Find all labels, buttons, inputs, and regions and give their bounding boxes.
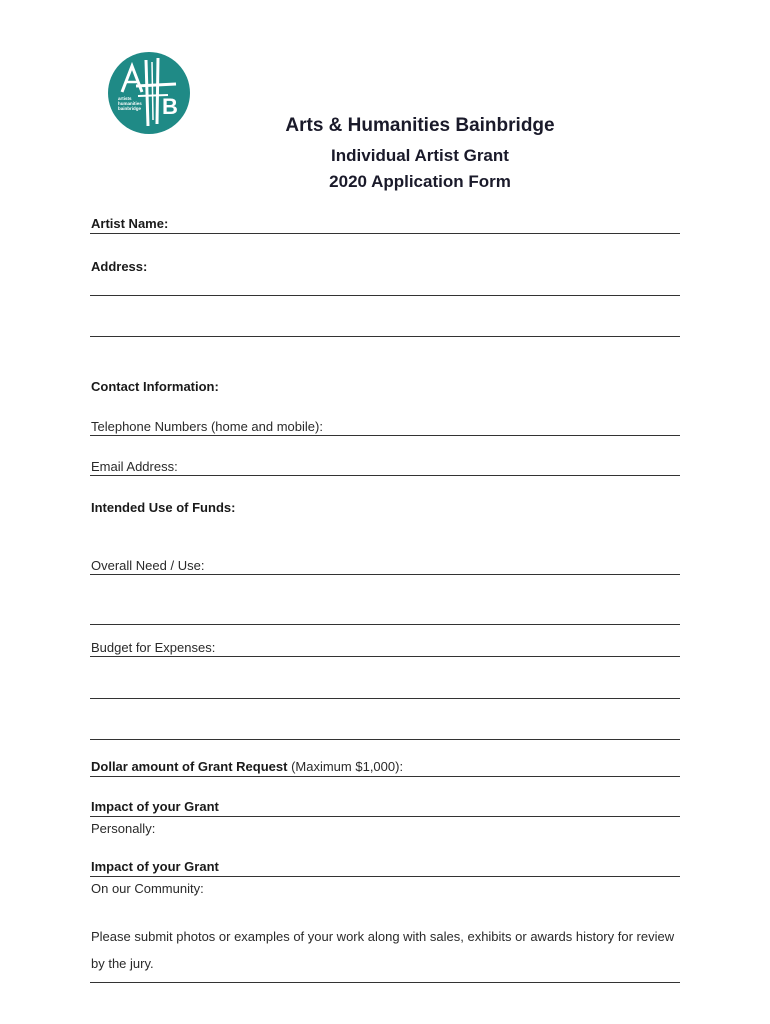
grant-name: Individual Artist Grant (331, 146, 509, 165)
overall-need-label: Overall Need / Use: (91, 558, 205, 573)
grant-request-label-bold: Dollar amount of Grant Request (91, 759, 288, 774)
artist-name-label: Artist Name: (91, 216, 169, 231)
telephone-label: Telephone Numbers (home and mobile): (91, 419, 323, 434)
address-label: Address: (91, 259, 148, 274)
budget-label: Budget for Expenses: (91, 640, 216, 655)
artist-name-field[interactable] (90, 233, 680, 234)
budget-field-line-2[interactable] (90, 698, 680, 699)
form-name: 2020 Application Form (329, 172, 511, 191)
budget-field-line-3[interactable] (90, 739, 680, 740)
personally-label: Personally: (91, 821, 156, 836)
grant-request-label (91, 759, 403, 774)
impact-personal-field[interactable] (90, 816, 680, 817)
submission-field[interactable] (90, 982, 680, 983)
logo-text: artists humanities bainbridge (118, 96, 142, 111)
organization-name: Arts & Humanities Bainbridge (285, 115, 555, 136)
contact-information-heading: Contact Information: (91, 379, 219, 394)
svg-text:B: B (162, 94, 178, 119)
overall-need-field-line-1[interactable] (90, 574, 680, 575)
budget-field-line-1[interactable] (90, 656, 680, 657)
overall-need-field-line-2[interactable] (90, 624, 680, 625)
grant-request-label-max: (Maximum $1,000): (287, 759, 404, 774)
telephone-field[interactable] (90, 435, 680, 436)
intended-use-heading: Intended Use of Funds: (91, 500, 236, 515)
submission-instructions: Please submit photos or examples of your work along with sales, exhibits or awards history for review by the jury. (91, 929, 675, 971)
impact-heading-personal: Impact of your Grant (91, 799, 219, 814)
email-field[interactable] (90, 475, 680, 476)
impact-community-field[interactable] (90, 876, 680, 877)
community-label: On our Community: (91, 881, 204, 896)
address-field-line-1[interactable] (90, 295, 680, 296)
impact-heading-community: Impact of your Grant (91, 859, 219, 874)
email-label: Email Address: (91, 459, 178, 474)
address-field-line-2[interactable] (90, 336, 680, 337)
grant-request-field[interactable] (90, 776, 680, 777)
